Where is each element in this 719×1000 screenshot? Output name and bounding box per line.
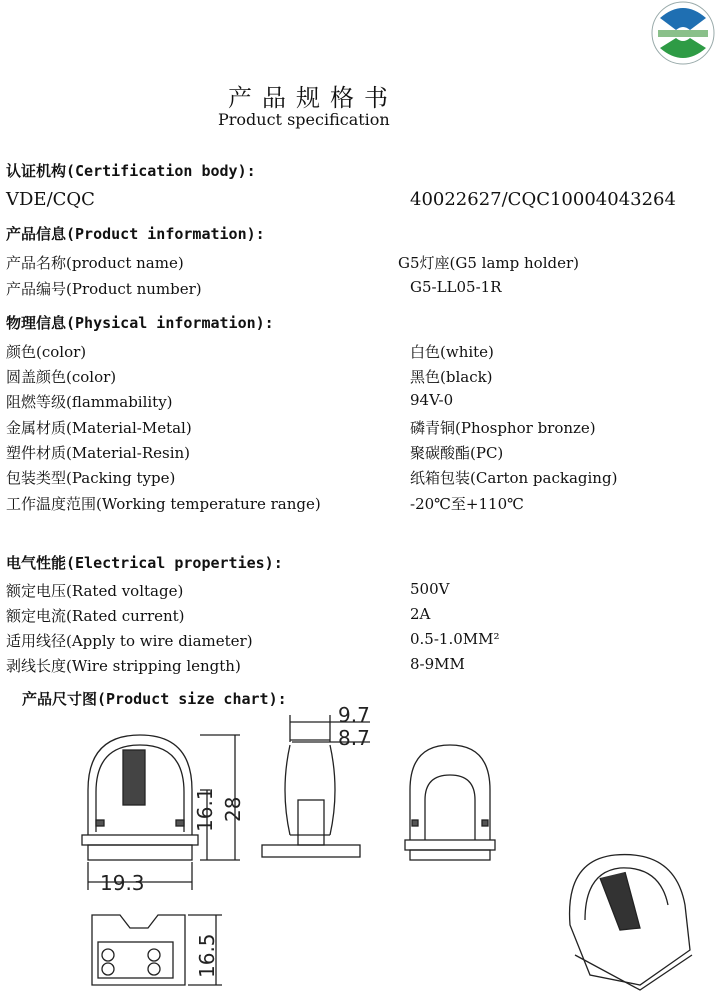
stripping-length-value: 8-9MM (410, 655, 465, 673)
dim-thickness-outer: 9.7 (338, 703, 370, 727)
title-en: Product specification (218, 110, 390, 129)
certification-heading: 认证机构(Certification body): (6, 162, 256, 180)
side-view (262, 715, 370, 857)
rated-current-label: 额定电流(Rated current) (6, 607, 185, 625)
product-name-value: G5灯座(G5 lamp holder) (398, 254, 579, 272)
physical-info-heading: 物理信息(Physical information): (6, 314, 274, 332)
wire-diameter-value: 0.5-1.0MM² (410, 630, 500, 648)
product-name-label: 产品名称(product name) (6, 254, 184, 272)
cover-color-label: 圆盖颜色(color) (6, 368, 117, 386)
product-number-value: G5-LL05-1R (410, 278, 502, 296)
rated-current-value: 2A (410, 605, 431, 623)
product-info-heading: 产品信息(Product information): (6, 225, 265, 243)
dim-width: 19.3 (100, 871, 145, 895)
isometric-view (570, 855, 692, 990)
temperature-value: -20℃至+110℃ (410, 495, 524, 513)
wire-diameter-label: 适用线径(Apply to wire diameter) (6, 632, 253, 650)
color-value: 白色(white) (410, 343, 494, 361)
resin-label: 塑件材质(Material-Resin) (6, 444, 191, 462)
cover-color-value: 黑色(black) (410, 368, 493, 386)
bottom-view (92, 915, 222, 985)
dim-bottom-depth: 16.5 (195, 933, 219, 978)
dim-thickness-inner: 8.7 (338, 726, 370, 750)
metal-value: 磷青铜(Phosphor bronze) (410, 419, 596, 437)
resin-value: 聚碳酸酯(PC) (410, 444, 504, 462)
front-view (82, 735, 240, 890)
stripping-length-label: 剥线长度(Wire stripping length) (6, 657, 241, 675)
certification-number: 40022627/CQC10004043264 (410, 189, 676, 210)
rated-voltage-value: 500V (410, 580, 450, 598)
dim-height-total: 28 (221, 796, 245, 822)
back-view (405, 745, 495, 860)
product-number-label: 产品编号(Product number) (6, 280, 202, 298)
dim-height-inner: 16.1 (193, 787, 217, 832)
electrical-heading: 电气性能(Electrical properties): (6, 554, 283, 572)
metal-label: 金属材质(Material-Metal) (6, 419, 192, 437)
rated-voltage-label: 额定电压(Rated voltage) (6, 582, 184, 600)
certification-body: VDE/CQC (6, 189, 95, 210)
flammability-value: 94V-0 (410, 391, 454, 409)
title-cn: 产品规格书 (228, 84, 398, 112)
temperature-label: 工作温度范围(Working temperature range) (6, 495, 321, 513)
size-chart-heading: 产品尺寸图(Product size chart): (22, 690, 287, 708)
flammability-label: 阻燃等级(flammability) (6, 393, 173, 411)
color-label: 颜色(color) (6, 343, 87, 361)
packing-label: 包装类型(Packing type) (6, 469, 176, 487)
packing-value: 纸箱包装(Carton packaging) (410, 469, 618, 487)
